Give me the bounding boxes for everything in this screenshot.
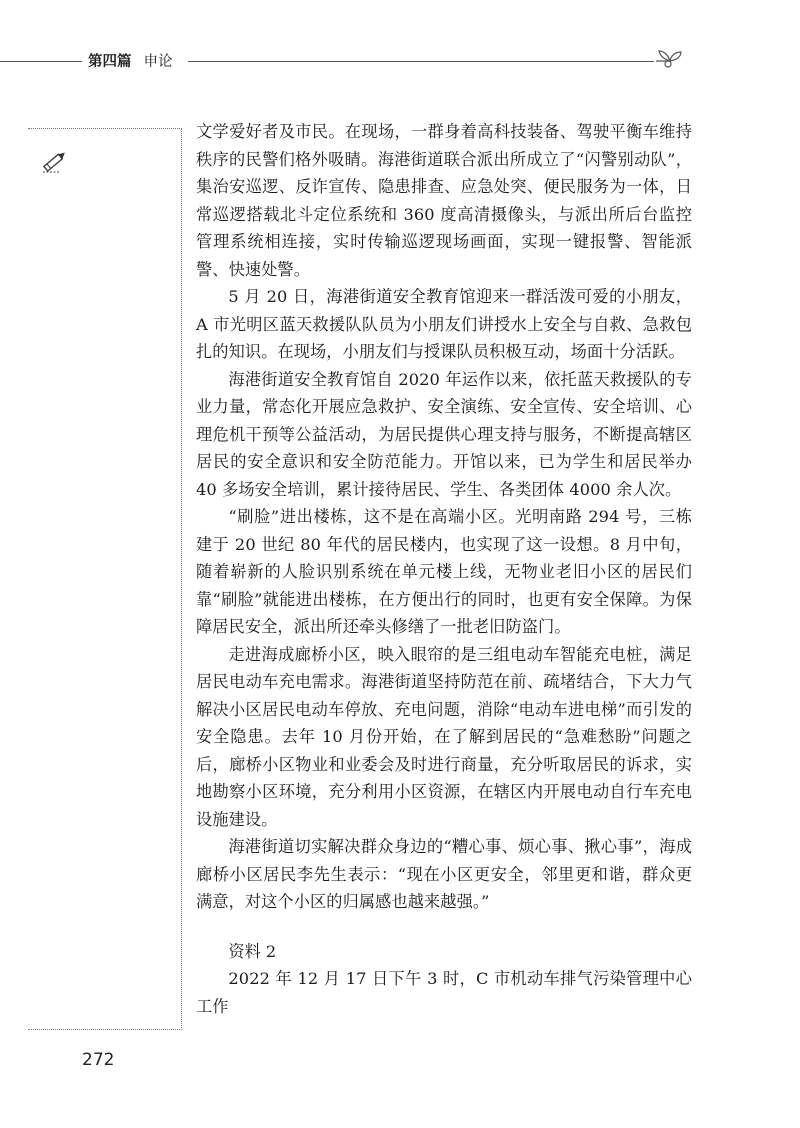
header-part: 第四篇: [88, 54, 132, 70]
paragraph: 海港街道切实解决群众身边的“糟心事、烦心事、揪心事”，海成廊桥小区居民李先生表示：“现在小区更安全，邻里更和谐，群众更满意，对这个小区的归属感也越来越强。”: [196, 837, 692, 911]
header-rule-left: [0, 61, 82, 62]
notes-margin: [28, 128, 182, 1030]
paragraph: 文学爱好者及市民。在现场，一群身着高科技装备、驾驶平衡车维持秩序的民警们格外吸睛。海港街道联合派出所成立了“闪警别动队”，集治安巡逻、反诈宣传、隐患排查、应急处突、便民服务为一体，日常巡逻搭载北斗定位系统和 360 度高清摄像头，与派出所后台监控管理系统相连接，实时传输巡逻现场画面，实现一键报警、智能派警、快速处警。: [196, 122, 692, 279]
material-label: 资料 2: [228, 941, 277, 961]
header-rule-right: [188, 61, 654, 62]
header-section: 申论: [143, 54, 173, 70]
page-header: [0, 46, 800, 74]
paragraph: 2022 年 12 月 17 日下午 3 时，C 市机动车排气污染管理中心工作: [196, 969, 692, 1016]
sprout-icon: [654, 46, 688, 74]
paragraph: 海港街道安全教育馆自 2020 年运作以来，依托蓝天救援队的专业力量，常态化开展应急救护、安全演练、安全宣传、安全培训、心理危机干预等公益活动，为居民提供心理支持与服务，不断提高辖区居民的安全意识和安全防范能力。开馆以来，已为学生和居民举办 40 多场安全培训，累计接待居民、学生、各类团体 4000 余人次。: [196, 369, 692, 499]
paragraph: 5 月 20 日，海港街道安全教育馆迎来一群活泼可爱的小朋友，A 市光明区蓝天救援队队员为小朋友们讲授水上安全与自救、急救包扎的知识。在现场，小朋友们与授课队员积极互动，场面十分活跃。: [196, 287, 692, 361]
page-number: 272: [82, 1050, 115, 1070]
pencil-icon: [40, 146, 70, 176]
paragraph: “刷脸”进出楼栋，这不是在高端小区。光明南路 294 号，三栋建于 20 世纪 80 年代的居民楼内，也实现了这一设想。8 月中旬，随着崭新的人脸识别系统在单元楼上线，无物业老旧小区的居民们靠“刷脸”就能进出楼栋，在方便出行的同时，也更有安全保障。为保障居民安全，派出所还牵头修缮了一批老旧防盗门。: [196, 507, 692, 636]
article-body: [196, 118, 692, 1020]
header-title: [88, 50, 173, 71]
paragraph: 走进海成廊桥小区，映入眼帘的是三组电动车智能充电桩，满足居民电动车充电需求。海港街道坚持防范在前、疏堵结合，下大力气解决小区居民电动车停放、充电问题，消除“电动车进电梯”而引发的安全隐患。去年 10 月份开始，在了解到居民的“急难愁盼”问题之后，廊桥小区物业和业委会及时进行商量，充分听取居民的诉求，实地勘察小区环境，充分利用小区资源，在辖区内开展电动自行车充电设施建设。: [196, 644, 692, 829]
